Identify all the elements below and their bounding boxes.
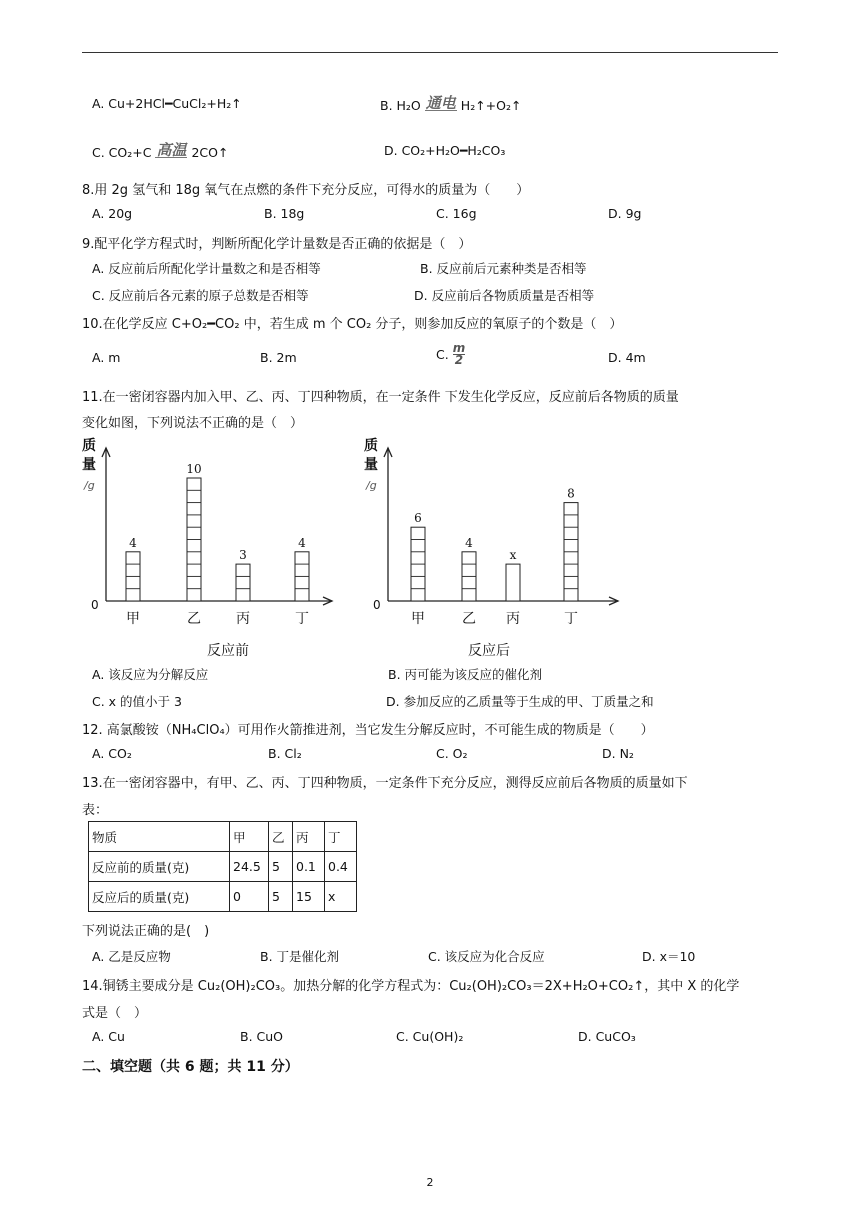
table-cell: 24.5 (230, 852, 269, 882)
q12-option-b[interactable]: B. Cl₂ (268, 746, 302, 761)
y-axis-unit: /g (84, 479, 95, 492)
q8-stem: 8.用 2g 氢气和 18g 氧气在点燃的条件下充分反应，可得水的质量为（ ） (82, 183, 530, 198)
q13-prompt: 下列说法正确的是( ) (82, 924, 210, 939)
q7-option-d[interactable]: D. CO₂+H₂O━H₂CO₃ (384, 143, 506, 158)
category-label: 甲 (126, 611, 140, 627)
table-header-row (89, 822, 357, 852)
electrolysis-condition: 通电 (425, 94, 456, 112)
y-axis-label-char: 质 (82, 438, 96, 454)
q10-option-c-label: C. (436, 347, 449, 362)
origin-label: 0 (91, 598, 99, 612)
q9-option-b[interactable]: B. 反应前后元素种类是否相等 (420, 261, 587, 276)
bar (506, 564, 520, 601)
q9-option-a[interactable]: A. 反应前后所配化学计量数之和是否相等 (92, 261, 321, 276)
table-cell: 15 (293, 882, 325, 912)
q13-stem-line1: 13.在一密闭容器中，有甲、乙、丙、丁四种物质，一定条件下充分反应，测得反应前后各物质的质量如下 (82, 776, 688, 791)
category-label: 丙 (236, 611, 250, 627)
q14-option-d[interactable]: D. CuCO₃ (578, 1029, 636, 1044)
table-header-cell: 丙 (293, 822, 325, 852)
table-header-cell: 丁 (325, 822, 357, 852)
table-cell: x (325, 882, 357, 912)
q13-stem-line2: 表： (82, 803, 109, 818)
table-row (89, 852, 357, 882)
y-axis-label-char: 质 (364, 438, 378, 454)
table-row (89, 882, 357, 912)
q11-option-c[interactable]: C. x 的值小于 3 (92, 694, 182, 709)
q11-stem-line2: 变化如图，下列说法不正确的是（ ） (82, 416, 304, 431)
category-label: 丁 (564, 611, 578, 627)
q7-option-b-rhs: H₂↑+O₂↑ (460, 98, 522, 113)
table-header-cell: 乙 (269, 822, 293, 852)
data-label: 10 (186, 462, 202, 476)
y-axis-label-char: 量 (364, 457, 378, 473)
section-heading: 二、填空题（共 6 题；共 11 分） (82, 1059, 299, 1075)
q13-mass-table (88, 821, 357, 912)
q8-option-c[interactable]: C. 16g (436, 206, 477, 221)
data-label: 4 (129, 535, 137, 550)
q14-option-a[interactable]: A. Cu (92, 1029, 125, 1044)
chart-title: 反应后 (468, 643, 510, 659)
q14-stem-line1: 14.铜锈主要成分是 Cu₂(OH)₂CO₃。加热分解的化学方程式为：Cu₂(OH)₂CO₃＝2X+H₂O+CO₂↑，其中 X 的化学 (82, 979, 740, 994)
q10-option-b[interactable]: B. 2m (260, 350, 297, 365)
category-label: 丙 (506, 611, 520, 627)
table-header-cell: 物质 (89, 822, 230, 852)
data-label: 6 (414, 511, 422, 526)
high-temp-condition: 高温 (156, 141, 187, 159)
origin-label: 0 (373, 598, 381, 612)
category-label: 乙 (187, 611, 201, 627)
q10-stem: 10.在化学反应 C+O₂━CO₂ 中，若生成 m 个 CO₂ 分子，则参加反应的氧原子的个数是（ ） (82, 317, 623, 332)
y-axis-unit: /g (366, 479, 377, 492)
table-cell: 反应后的质量(克) (89, 882, 230, 912)
q13-option-a[interactable]: A. 乙是反应物 (92, 949, 171, 964)
chart-title: 反应前 (207, 643, 249, 659)
q13-option-c[interactable]: C. 该反应为化合反应 (428, 949, 545, 964)
q8-option-a[interactable]: A. 20g (92, 206, 133, 221)
q7-option-c-lhs: C. CO₂+C (92, 145, 152, 160)
table-cell: 5 (269, 852, 293, 882)
data-label: 4 (465, 535, 473, 550)
category-label: 甲 (411, 611, 425, 627)
q11-option-b[interactable]: B. 丙可能为该反应的催化剂 (388, 667, 543, 682)
q7-option-a[interactable]: A. Cu+2HCl━CuCl₂+H₂↑ (92, 96, 242, 111)
q8-option-b[interactable]: B. 18g (264, 206, 305, 221)
y-axis-label-char: 量 (82, 457, 96, 473)
category-label: 乙 (462, 611, 476, 627)
table-cell: 0.1 (293, 852, 325, 882)
fraction-numerator: m (452, 341, 466, 355)
q14-option-b[interactable]: B. CuO (240, 1029, 284, 1044)
q11-stem-line1: 11.在一密闭容器内加入甲、乙、丙、丁四种物质，在一定条件 下发生化学反应，反应前后各物质的质量 (82, 390, 679, 405)
q8-option-d[interactable]: D. 9g (608, 206, 642, 221)
q11-option-d[interactable]: D. 参加反应的乙质量等于生成的甲、丁质量之和 (386, 694, 654, 709)
q12-option-c[interactable]: C. O₂ (436, 746, 468, 761)
table-cell: 0 (230, 882, 269, 912)
q12-option-a[interactable]: A. CO₂ (92, 746, 132, 761)
q7-option-b-lhs: B. H₂O (380, 98, 421, 113)
category-label: 丁 (295, 611, 309, 627)
q13-option-b[interactable]: B. 丁是催化剂 (260, 949, 340, 964)
q10-option-d[interactable]: D. 4m (608, 350, 646, 365)
q12-option-d[interactable]: D. N₂ (602, 746, 634, 761)
q10-option-a[interactable]: A. m (92, 350, 121, 365)
fraction-denominator: 2 (453, 354, 466, 366)
q11-option-a[interactable]: A. 该反应为分解反应 (92, 667, 209, 682)
table-cell: 5 (269, 882, 293, 912)
data-label: 4 (298, 535, 306, 550)
q9-stem: 9.配平化学方程式时，判断所配化学计量数是否正确的依据是（ ） (82, 237, 472, 252)
table-header-cell: 甲 (230, 822, 269, 852)
q9-option-c[interactable]: C. 反应前后各元素的原子总数是否相等 (92, 288, 309, 303)
q7-option-c-rhs: 2CO↑ (191, 145, 229, 160)
q13-option-d[interactable]: D. x＝10 (642, 949, 696, 964)
bar (236, 564, 250, 601)
q12-stem: 12. 高氯酸铵（NH₄ClO₄）可用作火箭推进剂，当它发生分解反应时，不可能生成的物质是（ ） (82, 723, 654, 738)
q9-option-d[interactable]: D. 反应前后各物质质量是否相等 (414, 288, 595, 303)
q14-option-c[interactable]: C. Cu(OH)₂ (396, 1029, 464, 1044)
table-cell: 反应前的质量(克) (89, 852, 230, 882)
q14-stem-line2: 式是（ ） (82, 1006, 148, 1021)
table-cell: 0.4 (325, 852, 357, 882)
data-label: x (509, 548, 517, 563)
page-number: 2 (426, 1176, 434, 1189)
data-label: 8 (567, 486, 575, 501)
data-label: 3 (239, 548, 247, 563)
